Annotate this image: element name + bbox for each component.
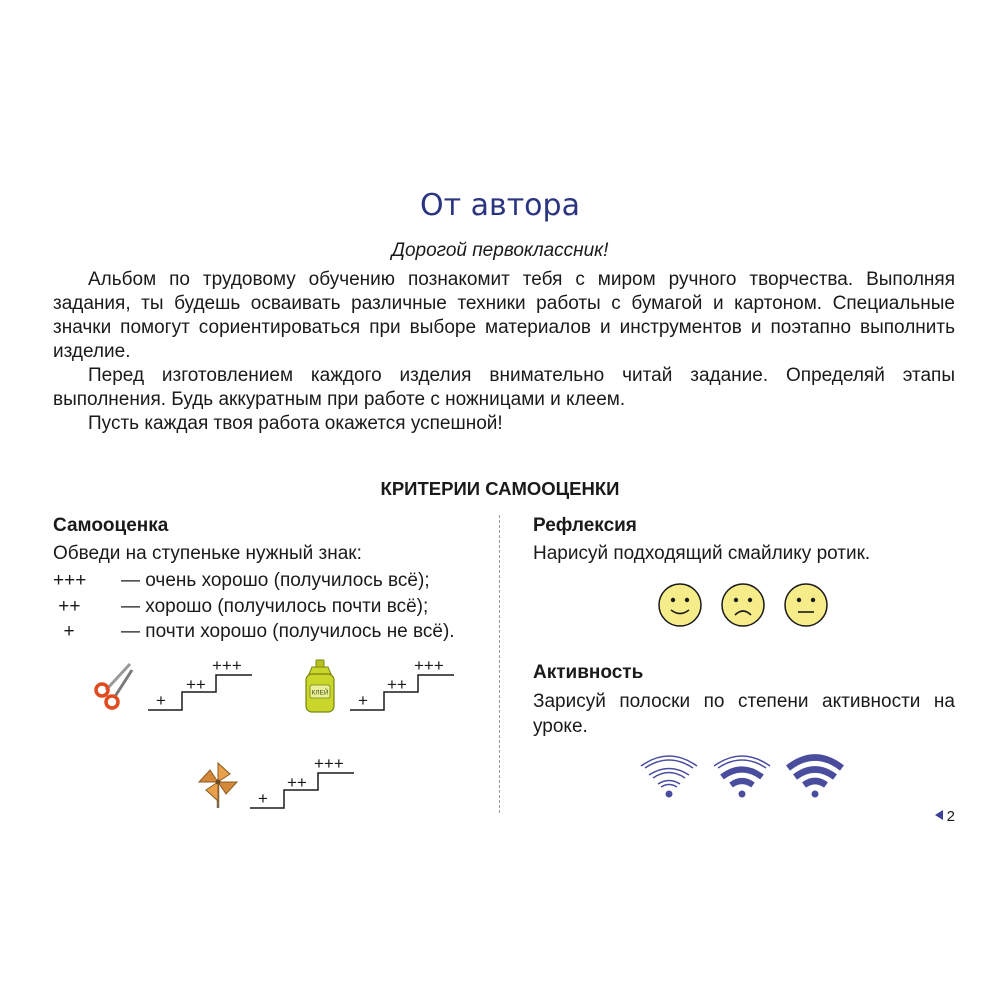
page-number-value: 2 [946,808,955,825]
pinwheel-icon [196,760,244,810]
happy-smiley-icon[interactable] [657,582,703,628]
criterion-mark: +++ [53,570,87,591]
page-number [935,808,955,825]
criteria-title: КРИТЕРИИ САМООЦЕНКИ [380,478,620,499]
criterion-almost-good [53,621,455,643]
activity-medium-icon[interactable] [710,750,774,800]
activity-high-icon[interactable] [783,750,847,800]
stair-label-plus[interactable]: + [358,691,368,710]
page-marker-icon [935,810,943,820]
column-divider [499,515,500,813]
sad-smiley-icon[interactable] [720,582,766,628]
stair-label-plus-plus-plus[interactable]: +++ [212,656,242,675]
stair-label-plus-plus-plus[interactable]: +++ [414,656,444,675]
stair-label-plus[interactable]: + [258,789,268,808]
criterion-text: — очень хорошо (получилось всё); [121,570,430,591]
stair-label-plus-plus-plus[interactable]: +++ [314,754,344,773]
criterion-mark: + [53,621,75,642]
self-assessment-heading: Самооценка [53,515,169,536]
stair-label-plus[interactable]: + [156,691,166,710]
glue-icon [302,658,338,714]
criterion-excellent [53,570,430,592]
criterion-good [53,596,428,618]
self-assessment-instruction: Обведи на ступеньке нужный знак: [53,543,362,564]
scissors-icon [92,660,137,710]
neutral-smiley-icon[interactable] [783,582,829,628]
intro-paragraph-2: Перед изготовлением каждого изделия внимательно читай задание. Определяй этапы выполнения. Будь аккуратным при работе с ножницами и клеем. [53,365,955,410]
activity-low-icon[interactable] [637,750,701,800]
criterion-text: — хорошо (получилось почти всё); [121,596,429,617]
greeting: Дорогой первоклассник! [391,240,609,261]
glue-label: КЛЕЙ [311,689,329,697]
stair-label-plus-plus[interactable]: ++ [186,675,206,694]
page-title: От автора [420,188,580,223]
intro-text [53,268,955,436]
intro-paragraph-3: Пусть каждая твоя работа окажется успешной! [88,413,503,434]
criterion-text: — почти хорошо (получилось не всё). [121,621,455,642]
activity-heading: Активность [533,662,644,683]
reflection-instruction: Нарисуй подходящий смайлику ротик. [533,543,871,564]
stair-label-plus-plus[interactable]: ++ [287,773,307,792]
reflection-heading: Рефлексия [533,515,637,536]
criterion-mark: ++ [53,596,81,617]
intro-paragraph-1: Альбом по трудовому обучению познакомит тебя с миром ручного творчества. Выполняя задания, ты будешь осваивать различные техники работы с бумагой и картоном. Специальные значки помогут сориентироваться при выборе материалов и инструментов и поэтапно выполнить изделие. [53,269,955,362]
activity-instruction: Зарисуй полоски по степени активности на уроке. [533,691,955,737]
stair-label-plus-plus[interactable]: ++ [387,675,407,694]
